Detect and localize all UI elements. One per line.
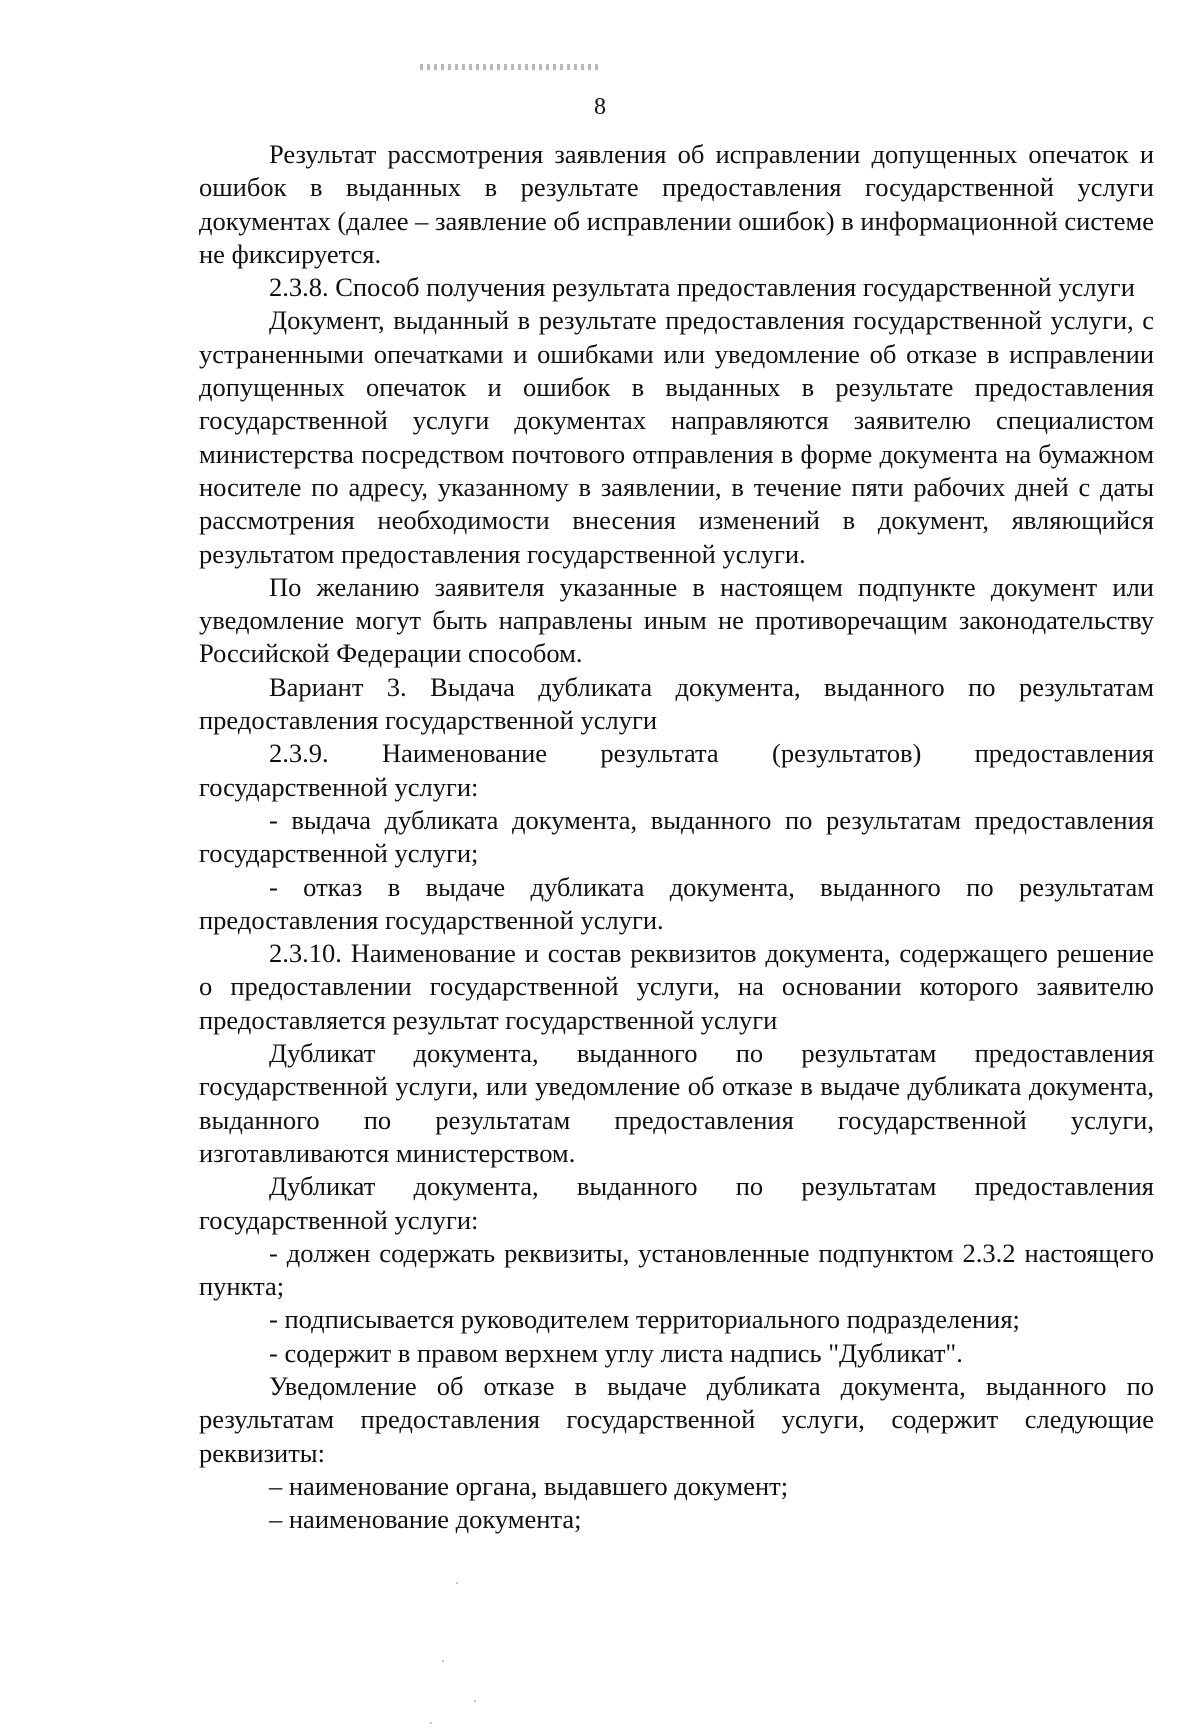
paragraph-result-review: Результат рассмотрения заявления об исправлении допущенных опечаток и ошибок в выданных в результате предоставления государственной услуги документах (далее – заявление об исправлении ошибок) в информационной системе не фиксируется. (199, 139, 1154, 269)
scan-speck (474, 1700, 476, 1702)
section-heading-2-3-8: 2.3.8. Способ получения результата предоставления государственной услуги (269, 272, 1135, 303)
scan-speck (442, 1660, 444, 1662)
paragraph-duplicate-made: Дубликат документа, выданного по результатам предоставления государственной услуги, или уведомление об отказе в выдаче дубликата документа, выданного по результатам предоставления государственной услуги, изготавливаются министерством. (199, 1038, 1154, 1168)
page-number: 8 (594, 94, 606, 120)
list-item-requisites: - должен содержать реквизиты, установленные подпунктом 2.3.2 настоящего пункта; (199, 1237, 1154, 1302)
body-text (199, 138, 1154, 1536)
list-item-duplicate-label: - содержит в правом верхнем углу листа надпись "Дубликат". (269, 1337, 963, 1368)
list-item-document-name: – наименование документа; (269, 1504, 582, 1535)
list-item-issue-duplicate: - выдача дубликата документа, выданного по результатам предоставления государственной услуги; (199, 804, 1154, 869)
paragraph-refusal-notice: Уведомление об отказе в выдаче дубликата документа, выданного по результатам предоставления государственной услуги, содержит следующие реквизиты: (199, 1370, 1154, 1468)
scan-speck (456, 1582, 458, 1584)
list-item-issuing-authority: – наименование органа, выдавшего документ; (269, 1470, 789, 1501)
paragraph-duplicate-intro: Дубликат документа, выданного по результатам предоставления государственной услуги: (199, 1171, 1154, 1235)
list-item-refusal-duplicate: - отказ в выдаче дубликата документа, выданного по результатам предоставления государственной услуги. (199, 871, 1154, 935)
paragraph-applicant-wish: По желанию заявителя указанные в настоящем подпункте документ или уведомление могут быть направлены иным не противоречащим законодательству Российской Федерации способом. (199, 571, 1154, 669)
scan-speck (430, 1722, 432, 1724)
list-item-signed: - подписывается руководителем территориального подразделения; (269, 1304, 1020, 1335)
scan-artifact (420, 64, 600, 70)
section-heading-2-3-10: 2.3.10. Наименование и состав реквизитов документа, содержащего решение о предоставлении государственной услуги, на основании которого заявителю предоставляется результат государственной услуги (199, 938, 1154, 1035)
paragraph-document-issued: Документ, выданный в результате предоставления государственной услуги, с устраненными опечатками и ошибками или уведомление об отказе в исправлении допущенных опечаток и ошибок в выданных в результате предоставления государственной услуги документах направляются заявителю специалистом министерства посредством почтового отправления в форме документа на бумажном носителе по адресу, указанному в заявлении, в течение пяти рабочих дней с даты рассмотрения необходимости внесения изменений в документ, являющийся результатом предоставления государственной услуги. (199, 305, 1154, 569)
section-heading-2-3-9: 2.3.9. Наименование результата (результатов) предоставления государственной услуги: (199, 738, 1154, 802)
variant-3-heading: Вариант 3. Выдача дубликата документа, выданного по результатам предоставления государственной услуги (199, 671, 1154, 736)
